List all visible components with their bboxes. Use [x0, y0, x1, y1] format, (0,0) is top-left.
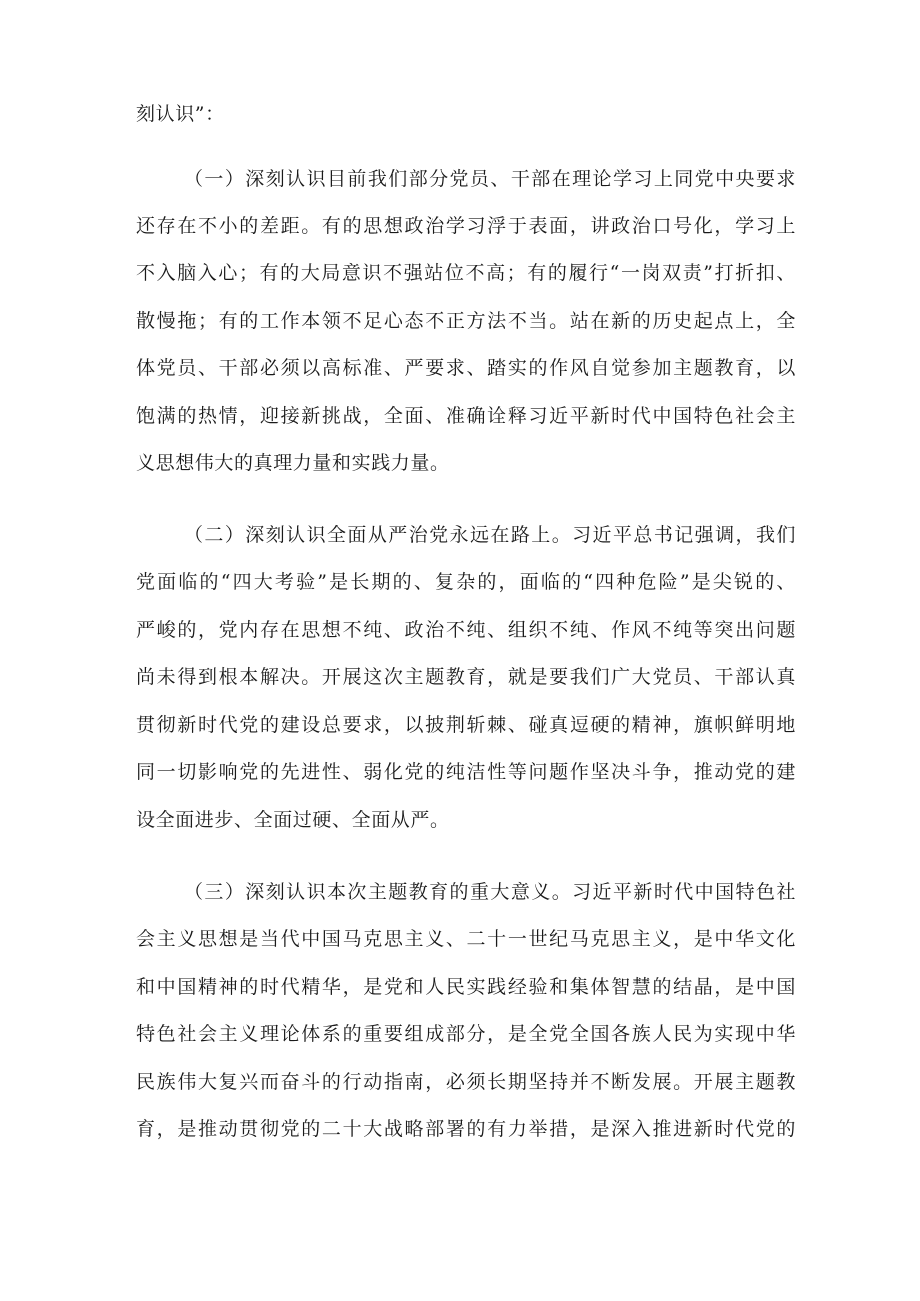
section-1-line: 不入脑入心；有的大局意识不强站位不高；有的履行“一岗双责”打折扣、 — [136, 262, 796, 284]
section-1-line: （一）深刻认识目前我们部分党员、干部在理论学习上同党中央要求 — [184, 168, 796, 190]
section-2-line: 设全面进步、全面过硬、全面从严。 — [136, 809, 450, 831]
section-1-line: 义思想伟大的真理力量和实践力量。 — [136, 452, 450, 474]
section-1-line: 体党员、干部必须以高标准、严要求、踏实的作风自觉参加主题教育，以 — [136, 357, 796, 379]
section-2-line: 同一切影响党的先进性、弱化党的纯洁性等问题作坚决斗争，推动党的建 — [136, 761, 796, 783]
section-2-line: 尚未得到根本解决。开展这次主题教育，就是要我们广大党员、干部认真 — [136, 666, 796, 688]
section-2-line: 严峻的，党内存在思想不纯、政治不纯、组织不纯、作风不纯等突出问题 — [136, 619, 796, 641]
section-3-line: 会主义思想是当代中国马克思主义、二十一世纪马克思主义，是中华文化 — [136, 928, 796, 950]
intro-line: 刻认识”： — [136, 103, 225, 125]
section-2-line: 贯彻新时代党的建设总要求，以披荆斩棘、碰真逗硬的精神，旗帜鲜明地 — [136, 714, 796, 736]
section-3-line: 和中国精神的时代精华，是党和人民实践经验和集体智慧的结晶，是中国 — [136, 976, 796, 998]
section-3-line: 育，是推动贯彻党的二十大战略部署的有力举措，是深入推进新时代党的 — [136, 1118, 796, 1140]
section-3-line: 特色社会主义理论体系的重要组成部分，是全党全国各族人民为实现中华 — [136, 1023, 796, 1045]
section-2-line: 党面临的“四大考验”是长期的、复杂的，面临的“四种危险”是尖锐的、 — [136, 571, 796, 593]
section-3-line: 民族伟大复兴而奋斗的行动指南，必须长期坚持并不断发展。开展主题教 — [136, 1071, 796, 1093]
section-2-line: （二）深刻认识全面从严治党永远在路上。习近平总书记强调，我们 — [184, 524, 796, 546]
section-1-line: 还存在不小的差距。有的思想政治学习浮于表面，讲政治口号化，学习上 — [136, 215, 796, 237]
section-1-line: 饱满的热情，迎接新挑战，全面、准确诠释习近平新时代中国特色社会主 — [136, 405, 796, 427]
section-3-line: （三）深刻认识本次主题教育的重大意义。习近平新时代中国特色社 — [184, 881, 796, 903]
section-1-line: 散慢拖；有的工作本领不足心态不正方法不当。站在新的历史起点上，全 — [136, 310, 796, 332]
